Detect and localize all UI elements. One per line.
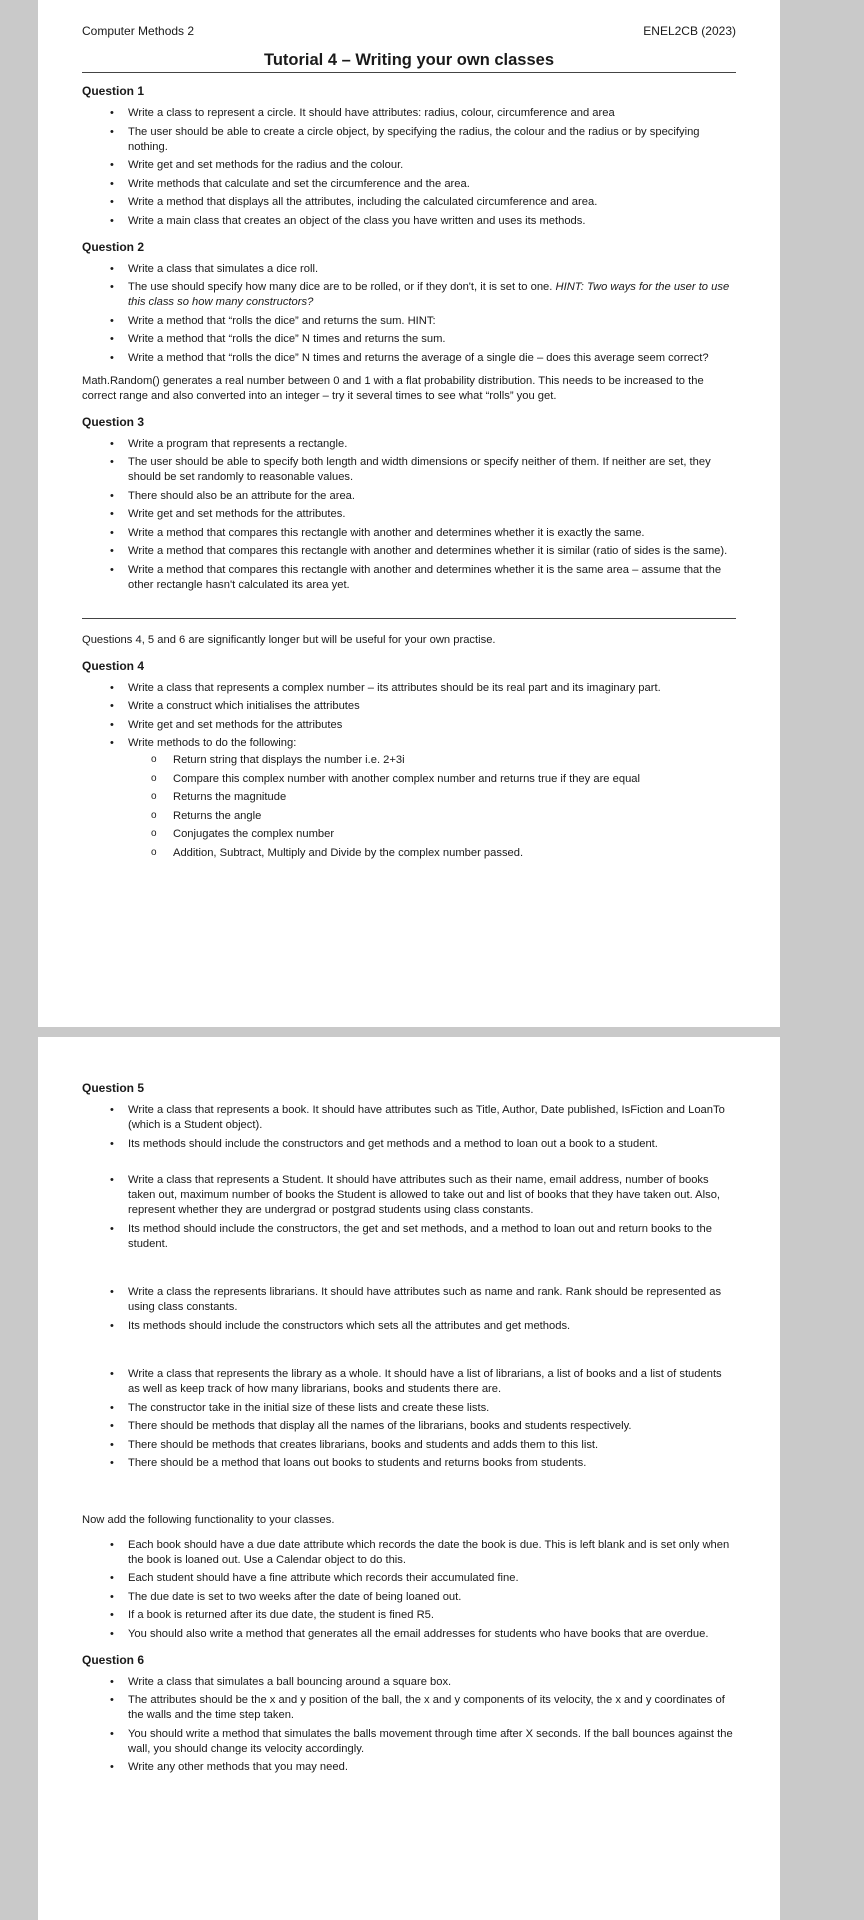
question-2-note: Math.Random() generates a real number between 0 and 1 with a flat probability distribution. This needs to be increased to the correct range and also converted into an integer – try it several times to see what “rolls” you get. [82, 374, 704, 402]
list-item: • Write a class to represent a circle. It should have attributes: radius, colour, circumference and area [128, 106, 736, 121]
list-item: • There should be methods that creates librarians, books and students and adds them to this list. [128, 1438, 736, 1453]
question-5-librarian-list [82, 1285, 736, 1334]
question-3-heading: Question 3 [82, 414, 145, 429]
list-item: • Write a class that simulates a ball bouncing around a square box. [128, 1675, 736, 1690]
list-item: • Write a method that compares this rectangle with another and determines whether it is similar (ratio of sides is the same). [128, 544, 736, 559]
question-5-book-list [82, 1103, 736, 1152]
question-1-list [82, 106, 736, 229]
list-item: • Write any other methods that you may need. [128, 1760, 736, 1775]
list-item: • Write a method that “rolls the dice” and returns the sum. HINT: [128, 314, 736, 329]
list-item: • The attributes should be the x and y position of the ball, the x and y components of its velocity, the x and y coordinates of the walls and the time step taken. [128, 1693, 736, 1723]
document-page-1 [38, 0, 780, 1027]
list-item: • Write a construct which initialises the attributes [128, 699, 736, 714]
question-4-list [82, 681, 736, 861]
section-divider [82, 618, 736, 619]
list-item: • Write a method that compares this rectangle with another and determines whether it is the same area – assume that the other rectangle hasn't calculated its area yet. [128, 563, 736, 593]
list-item: • There should be a method that loans out books to students and returns books from students. [128, 1456, 736, 1471]
list-item: • Write get and set methods for the radius and the colour. [128, 158, 736, 173]
question-4-heading: Question 4 [82, 658, 145, 673]
list-item: • Write a class that represents the library as a whole. It should have a list of librarians, a list of books and a list of students as well as keep track of how many librarians, books and students there are. [128, 1367, 736, 1397]
list-item: • Its method should include the constructors, the get and set methods, and a method to loan out and return books to the student. [128, 1222, 736, 1252]
document-page-2 [38, 1037, 780, 1920]
page-title: Tutorial 4 – Writing your own classes [82, 51, 736, 73]
list-item: • The constructor take in the initial size of these lists and create these lists. [128, 1401, 736, 1416]
sub-list-item: o Returns the angle [173, 809, 736, 824]
list-item: • The user should be able to specify both length and width dimensions or specify neither of them. If neither are set, they should be set randomly to reasonable values. [128, 455, 736, 485]
list-item: • Write a method that compares this rectangle with another and determines whether it is exactly the same. [128, 526, 736, 541]
list-item: • Write a program that represents a rectangle. [128, 437, 736, 452]
question-6-list [82, 1675, 736, 1776]
sub-list-item: o Addition, Subtract, Multiply and Divide by the complex number passed. [173, 846, 736, 861]
list-item [128, 280, 736, 310]
list-item: • The user should be able to create a circle object, by specifying the radius, the colour and the radius or by specifying nothing. [128, 125, 736, 155]
question-5-extra-intro: Now add the following functionality to your classes. [82, 1513, 335, 1526]
question-4-sublist [128, 753, 736, 861]
list-item-text: Write methods to do the following: [128, 737, 297, 749]
list-item: • Write get and set methods for the attributes [128, 718, 736, 733]
question-2-list [82, 262, 736, 366]
question-5-heading: Question 5 [82, 1081, 145, 1095]
course-code: ENEL2CB (2023) [643, 24, 736, 38]
question-2-heading: Question 2 [82, 239, 145, 254]
list-item: • Each book should have a due date attribute which records the date the book is due. This is left blank and is set only when the book is loaned out. Use a Calendar object to do this. [128, 1538, 736, 1568]
list-item: • Each student should have a fine attribute which records their accumulated fine. [128, 1571, 736, 1586]
sub-list-item: o Returns the magnitude [173, 790, 736, 805]
sub-list-item: o Conjugates the complex number [173, 827, 736, 842]
list-item: • If a book is returned after its due date, the student is fined R5. [128, 1608, 736, 1623]
course-name: Computer Methods 2 [82, 24, 195, 38]
sub-list-item: o Return string that displays the number i.e. 2+3i [173, 753, 736, 768]
list-item: • There should also be an attribute for the area. [128, 489, 736, 504]
question-5-extra-list [82, 1538, 736, 1642]
question-6-heading: Question 6 [82, 1652, 145, 1667]
question-3-list [82, 437, 736, 593]
list-item: • You should also write a method that generates all the email addresses for students who have books that are overdue. [128, 1627, 736, 1642]
question-5-student-list [82, 1173, 736, 1252]
list-item: • Write get and set methods for the attributes. [128, 507, 736, 522]
intro-questions-4-6: Questions 4, 5 and 6 are significantly longer but will be useful for your own practise. [82, 633, 496, 646]
list-item: • Write a class that represents a Student. It should have attributes such as their name, email address, number of books taken out, maximum number of books the Student is allowed to take out and list of books that they have taken out. Also, represent whether they are undergrad or postgrad students using class constants. [128, 1173, 736, 1218]
sub-list-item: o Compare this complex number with another complex number and returns true if they are equal [173, 772, 736, 787]
question-5-library-list [82, 1367, 736, 1471]
list-item: • Write a class that represents a complex number – its attributes should be its real part and its imaginary part. [128, 681, 736, 696]
list-item: • Write a method that “rolls the dice” N times and returns the average of a single die – does this average seem correct? [128, 351, 736, 366]
list-item: • Its methods should include the constructors and get methods and a method to loan out a book to a student. [128, 1137, 736, 1152]
list-item: • Write methods that calculate and set the circumference and the area. [128, 177, 736, 192]
list-item-text: The use should specify how many dice are to be rolled, or if they don't, it is set to one. [128, 281, 556, 293]
hint-text: HINT: Two ways for the user to use this class so how many constructors? [128, 281, 730, 308]
list-item: • The due date is set to two weeks after the date of being loaned out. [128, 1590, 736, 1605]
page-header [82, 24, 736, 38]
list-item: • Write a method that “rolls the dice” N times and returns the sum. [128, 332, 736, 347]
list-item: • There should be methods that display all the names of the librarians, books and students respectively. [128, 1419, 736, 1434]
list-item: • Write a class the represents librarians. It should have attributes such as name and rank. Rank should be represented as using class constants. [128, 1285, 736, 1315]
list-item: • Write a class that represents a book. It should have attributes such as Title, Author, Date published, IsFiction and LoanTo (which is a Student object). [128, 1103, 736, 1133]
question-1-heading: Question 1 [82, 84, 145, 98]
list-item: • Write a main class that creates an object of the class you have written and uses its methods. [128, 214, 736, 229]
list-item: • Write a class that simulates a dice roll. [128, 262, 736, 277]
list-item: • You should write a method that simulates the balls movement through time after X seconds. If the ball bounces against the wall, you should change its velocity accordingly. [128, 1727, 736, 1757]
list-item: • Write a method that displays all the attributes, including the calculated circumference and area. [128, 195, 736, 210]
list-item [128, 736, 736, 861]
list-item: • Its methods should include the constructors which sets all the attributes and get methods. [128, 1319, 736, 1334]
